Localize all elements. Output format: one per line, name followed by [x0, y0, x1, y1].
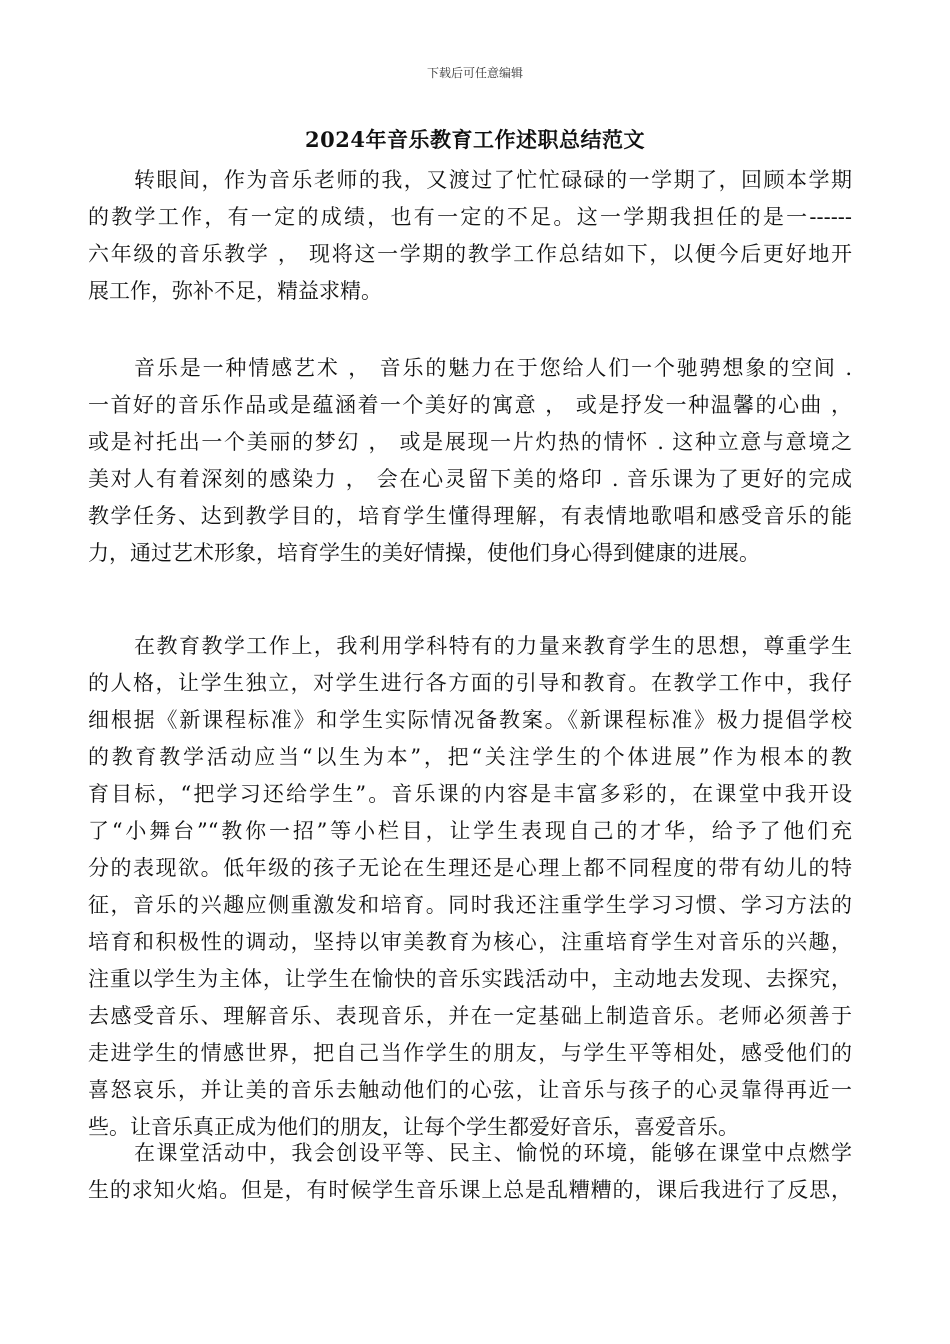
- text-line: 力，通过艺术形象，培育学生的美好情操，使他们身心得到健康的进展。: [88, 541, 760, 565]
- paragraph-2: [88, 350, 852, 572]
- text-line: 喜怒哀乐，并让美的音乐去触动他们的心弦，让音乐与孩子的心灵靠得再近一: [88, 1078, 852, 1102]
- text-line: 美对人有着深刻的感染力 ， 会在心灵留下美的烙印 . 音乐课为了更好的完成: [88, 467, 852, 491]
- text-line: 去感受音乐、理解音乐、表现音乐，并在一定基础上制造音乐。老师必须善于: [88, 1004, 852, 1028]
- paragraph-4: [88, 1135, 852, 1209]
- document-title: 2024年音乐教育工作述职总结范文: [305, 127, 645, 152]
- text-line: 细根据《新课程标准》和学生实际情况备教案。《新课程标准》极力提倡学校: [88, 708, 852, 732]
- text-line: 转眼间，作为音乐老师的我，又渡过了忙忙碌碌的一学期了，回顾本学期: [134, 168, 852, 192]
- text-line: 一首好的音乐作品或是蕴涵着一个美好的寓意 ， 或是抒发一种温馨的心曲 ，: [88, 393, 852, 417]
- text-line: 走进学生的情感世界，把自己当作学生的朋友，与学生平等相处，感受他们的: [88, 1041, 852, 1065]
- text-line: 了“小舞台”“教你一招”等小栏目，让学生表现自己的才华，给予了他们充: [88, 819, 852, 843]
- text-line: 在教育教学工作上，我利用学科特有的力量来教育学生的思想，尊重学生: [134, 634, 852, 658]
- text-line: 征，音乐的兴趣应侧重激发和培育。同时我还注重学生学习习惯、学习方法的: [88, 893, 852, 917]
- text-line: 的教学工作，有一定的成绩，也有一定的不足。这一学期我担任的是一------: [88, 205, 852, 229]
- text-line: 音乐是一种情感艺术 ， 音乐的魅力在于您给人们一个驰骋想象的空间 .: [134, 356, 852, 380]
- text-line: 生的求知火焰。但是，有时候学生音乐课上总是乱糟糟的，课后我进行了反思，: [88, 1178, 852, 1202]
- text-line: 六年级的音乐教学 ， 现将这一学期的教学工作总结如下，以便今后更好地开: [88, 242, 852, 266]
- text-line: 的教育教学活动应当“以生为本”，把“关注学生的个体进展”作为根本的教: [88, 745, 852, 769]
- page-header-note: 下载后可任意编辑: [426, 66, 523, 80]
- text-line: 注重以学生为主体，让学生在愉快的音乐实践活动中，主动地去发现、去探究，: [88, 967, 852, 991]
- text-line: 在课堂活动中，我会创设平等、民主、愉悦的环境，能够在课堂中点燃学: [134, 1141, 852, 1165]
- paragraph-1: [88, 162, 852, 310]
- text-line: 的人格，让学生独立，对学生进行各方面的引导和教育。在教学工作中，我仔: [88, 671, 852, 695]
- text-line: 些。让音乐真正成为他们的朋友，让每个学生都爱好音乐，喜爱音乐。: [88, 1115, 739, 1139]
- text-line: 分的表现欲。低年级的孩子无论在生理还是心理上都不同程度的带有幼儿的特: [88, 856, 852, 880]
- text-line: 展工作，弥补不足，精益求精。: [88, 279, 382, 303]
- text-line: 或是衬托出一个美丽的梦幻 ， 或是展现一片灼热的情怀 . 这种立意与意境之: [88, 430, 852, 454]
- text-line: 教学任务、达到教学目的，培育学生懂得理解，有表情地歌唱和感受音乐的能: [88, 504, 852, 528]
- paragraph-3: [88, 628, 852, 1146]
- text-line: 育目标，“把学习还给学生”。音乐课的内容是丰富多彩的，在课堂中我开设: [88, 782, 852, 806]
- text-line: 培育和积极性的调动，坚持以审美教育为核心，注重培育学生对音乐的兴趣，: [88, 930, 852, 954]
